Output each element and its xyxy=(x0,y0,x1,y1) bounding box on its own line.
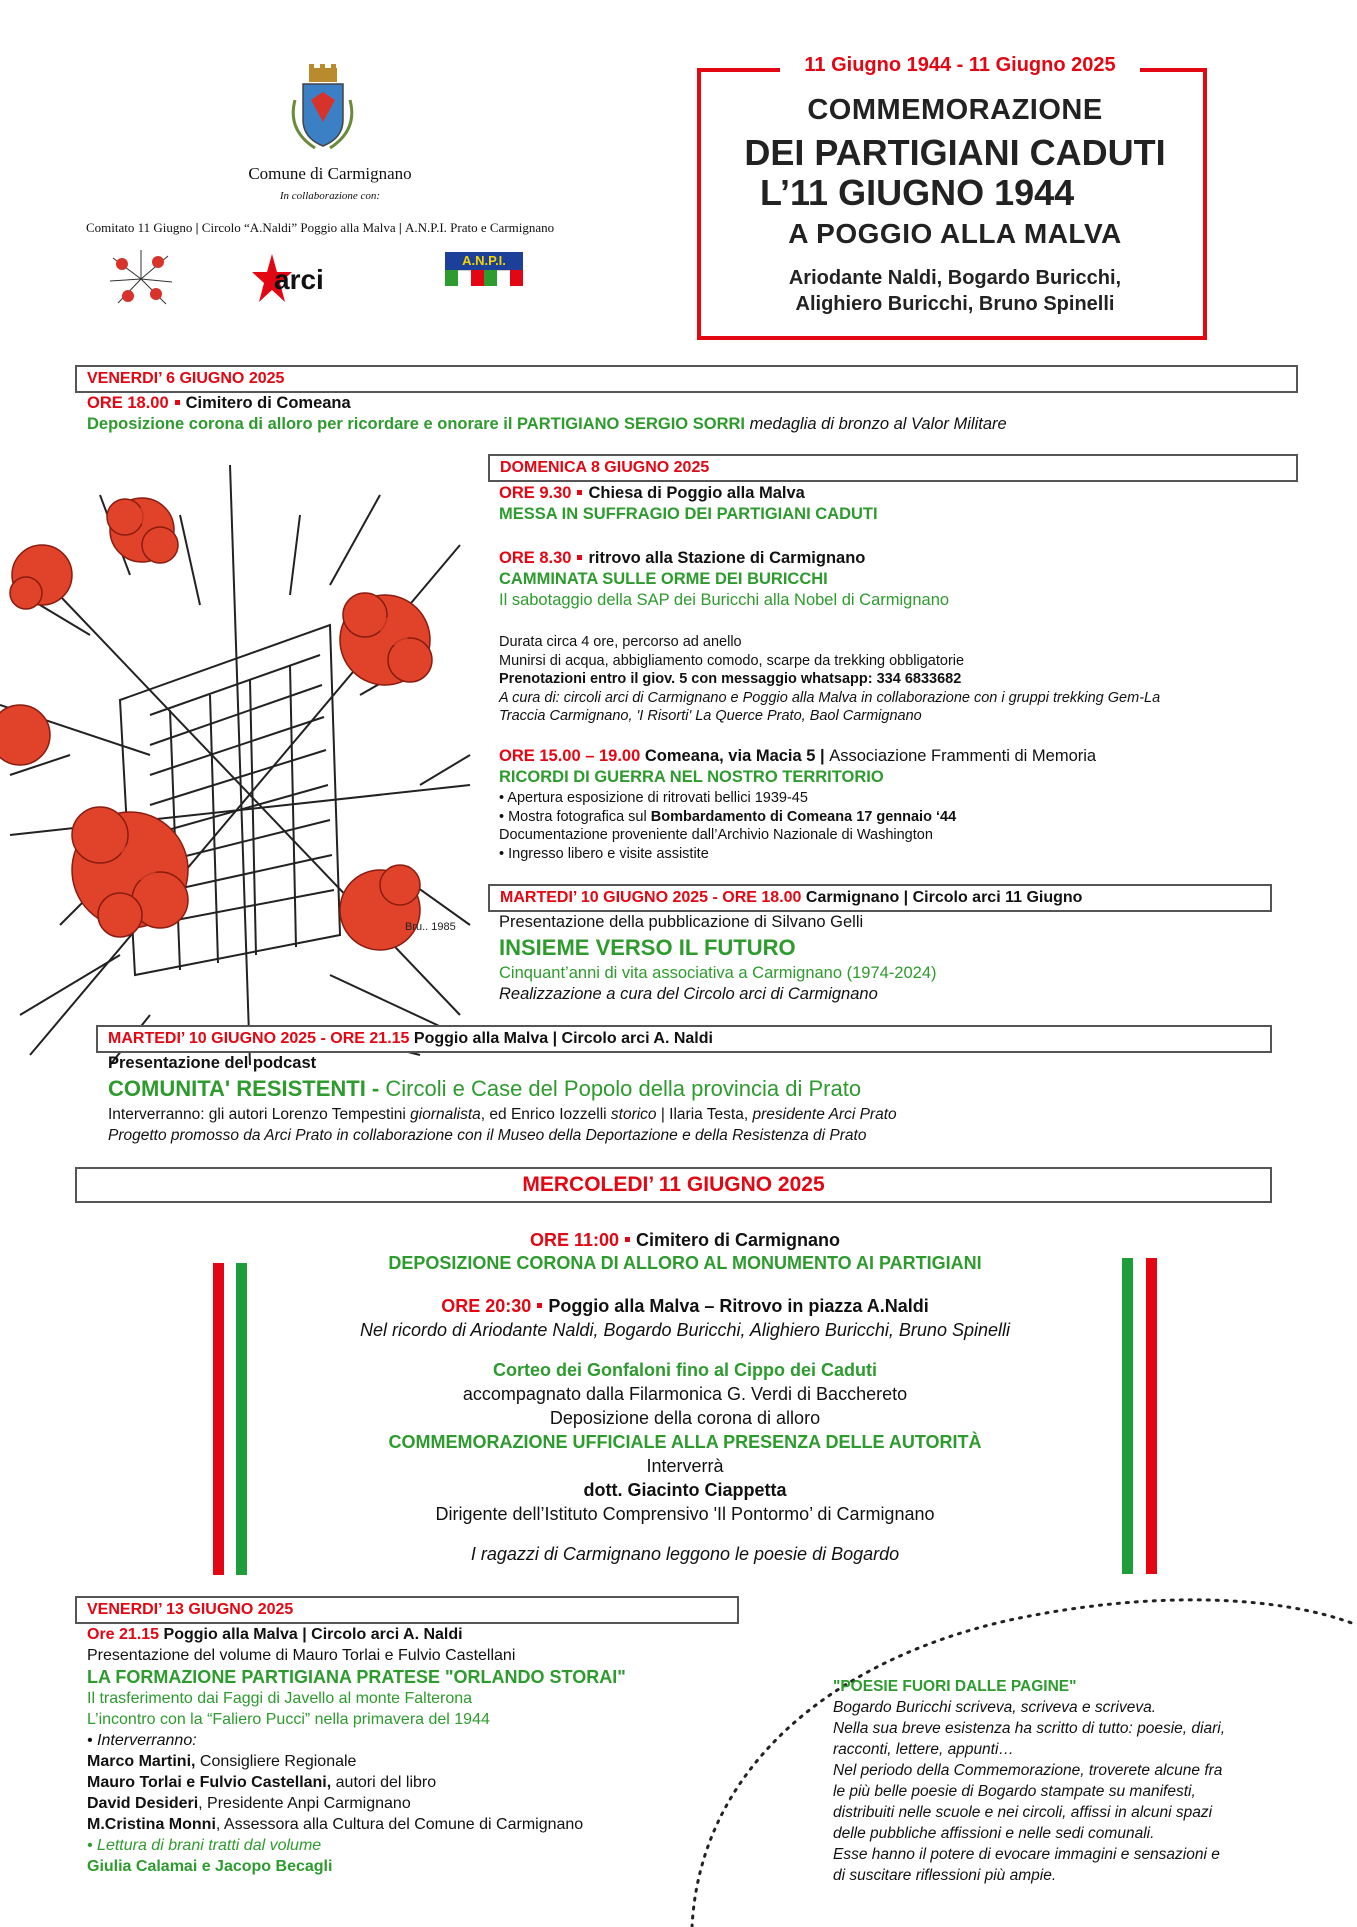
event-time: ORE 11:00 xyxy=(529,1230,620,1250)
readers-names: Giulia Calamai e Jacopo Becagli xyxy=(87,1858,333,1875)
detail-line: Durata circa 4 ore, percorso ad anello xyxy=(499,634,742,650)
speakers-text: Interverranno: gli autori Lorenzo Tempestini xyxy=(108,1106,411,1123)
event-organizer: Associazione Frammenti di Memoria xyxy=(829,747,1097,765)
event-subtitle: Il sabotaggio della SAP dei Buricchi alla Nobel di Carmignano xyxy=(499,591,950,609)
event-date-time: MARTEDI’ 10 GIUGNO 2025 - ORE 21.15 xyxy=(108,1030,410,1047)
event-time: ORE 20:30 xyxy=(441,1296,532,1316)
event-subtitle: Il trasferimento dai Faggi di Javello al monte Falterona xyxy=(87,1690,473,1707)
anpi-logo-text: A.N.P.I. xyxy=(445,252,523,270)
event-5a-time-place xyxy=(250,1228,1120,1252)
event-3-body xyxy=(499,912,1299,1005)
event-day-header: VENERDI’ 6 GIUGNO 2025 xyxy=(75,365,1298,393)
speaker-role: giornalista xyxy=(410,1106,481,1123)
poesie-line: Esse hanno il potere di evocare immagini e sensazioni e xyxy=(833,1846,1220,1863)
poesie-line: distribuiti nelle scuole e nei circoli, affissi in alcuni spazi xyxy=(833,1804,1213,1821)
event-2c: ORE 15.00 – 19.00 Comeana, via Macia 5 | Associazione Frammenti di Memoria RICORDI DI GUERRA NEL NOSTRO TERRITORIO xyxy=(499,746,1299,788)
comune-name: Comune di Carmignano xyxy=(248,164,412,183)
fallen-names-line-1: Ariodante Naldi, Bogardo Buricchi, xyxy=(788,267,1122,289)
event-title: Corteo dei Gonfaloni fino al Cippo dei Caduti xyxy=(493,1360,877,1380)
speakers-text: | Ilaria Testa, xyxy=(656,1106,753,1123)
title-line-1: COMMEMORAZIONE xyxy=(807,94,1103,126)
event-place: Cimitero di Comeana xyxy=(185,394,351,412)
event-place: Poggio alla Malva – Ritrovo in piazza A.Naldi xyxy=(548,1296,929,1316)
detail-line: Deposizione della corona di alloro xyxy=(549,1408,821,1428)
anpi-flag-stripes xyxy=(445,270,523,286)
event-5-body xyxy=(250,1228,1120,1566)
speaker-role: , Assessora alla Cultura del Comune di Carmignano xyxy=(215,1816,584,1833)
carnation-explosion-artwork xyxy=(0,455,490,1075)
event-desc: Deposizione corona di alloro per ricordare e onorare il PARTIGIANO SERGIO SORRI xyxy=(87,415,745,433)
speakers-line xyxy=(108,1104,1288,1125)
speakers-text: , ed Enrico Iozzelli xyxy=(480,1106,611,1123)
speaker-role: presidente Arci Prato xyxy=(752,1106,897,1123)
detail-line: Documentazione proveniente dall’Archivio Nazionale di Washington xyxy=(499,827,933,843)
speaker-name: David Desideri xyxy=(87,1795,199,1812)
event-date-time: MARTEDI’ 10 GIUGNO 2025 - ORE 18.00 xyxy=(500,889,802,906)
event-title: INSIEME VERSO IL FUTURO xyxy=(499,935,796,960)
event-place: ritrovo alla Stazione di Carmignano xyxy=(588,549,866,567)
event-day-header: VENERDI’ 13 GIUGNO 2025 xyxy=(75,1596,739,1624)
speaker-name: Marco Martini, xyxy=(87,1753,196,1770)
bullet-icon xyxy=(175,400,180,405)
event-title: COMUNITA' RESISTENTI - xyxy=(108,1076,380,1101)
speaker-role: Dirigente dell’Istituto Comprensivo 'Il Pontormo’ di Carmignano xyxy=(435,1504,935,1524)
title-line-3: L’11 GIUGNO 1944 xyxy=(760,172,1075,213)
bullet-icon xyxy=(625,1237,630,1242)
comune-crest-logo xyxy=(285,60,360,160)
bullet-icon xyxy=(577,555,582,560)
detail-line: Interverrà xyxy=(646,1456,724,1476)
poesie-line: Nella sua breve esistenza ha scritto di tutto: poesie, diari, xyxy=(833,1720,1226,1737)
event-title: LA FORMAZIONE PARTIGIANA PRATESE "ORLANDO STORAI" xyxy=(87,1667,626,1687)
bullet-icon xyxy=(537,1303,542,1308)
partner-2: Circolo “A.Naldi” Poggio alla Malva xyxy=(201,220,396,235)
speaker-role: storico xyxy=(610,1106,657,1123)
event-2a xyxy=(499,483,1299,525)
event-place: Chiesa di Poggio alla Malva xyxy=(588,484,805,502)
poesie-box xyxy=(833,1676,1313,1886)
title-line-4: A POGGIO ALLA MALVA xyxy=(788,218,1122,249)
event-subtitle: Cinquant’anni di vita associativa a Carmignano (1974-2024) xyxy=(499,964,937,982)
event-day-header xyxy=(96,1025,1272,1053)
event-title: CAMMINATA SULLE ORME DEI BURICCHI xyxy=(499,570,828,588)
event-day-header: DOMENICA 8 GIUGNO 2025 xyxy=(488,454,1298,482)
event-title: COMMEMORAZIONE UFFICIALE ALLA PRESENZA DELLE AUTORITÀ xyxy=(388,1432,982,1452)
poesie-line: Bogardo Buricchi scriveva, scriveva e scriveva. xyxy=(833,1699,1157,1716)
event-place: Cimitero di Carmignano xyxy=(636,1230,841,1250)
detail-line: • Apertura esposizione di ritrovati bellici 1939-45 xyxy=(499,790,808,806)
event-title-line xyxy=(108,1074,1288,1104)
event-day-header xyxy=(488,884,1272,912)
bullet-icon xyxy=(577,490,582,495)
event-desc-tail: medaglia di bronzo al Valor Militare xyxy=(749,415,1007,433)
arci-logo xyxy=(252,252,342,312)
poesie-line: delle pubbliche affissioni e nelle sedi comunali. xyxy=(833,1825,1155,1842)
event-intro: Presentazione del volume di Mauro Torlai e Fulvio Castellani xyxy=(87,1647,516,1664)
fallen-names xyxy=(700,265,1210,317)
event-title: RICORDI DI GUERRA NEL NOSTRO TERRITORIO xyxy=(499,768,884,786)
main-day-header: MERCOLEDI’ 11 GIUGNO 2025 xyxy=(75,1167,1272,1203)
event-2c-details xyxy=(499,789,1299,863)
speaker-role: autori del libro xyxy=(331,1774,437,1791)
event-title: DEPOSIZIONE CORONA DI ALLORO AL MONUMENTO AI PARTIGIANI xyxy=(388,1253,982,1273)
flag-stripe-red-left xyxy=(213,1263,224,1575)
partners-line: Comitato 11 Giugno | Circolo “A.Naldi” Poggio alla Malva | A.N.P.I. Prato e Carmignano xyxy=(86,220,555,235)
reading-heading: • Lettura di brani tratti dal volume xyxy=(87,1837,322,1854)
organizers-line: Traccia Carmignano, 'I Risorti' La Querce Prato, Baol Carmignano xyxy=(499,708,922,724)
flag-stripe-green-left xyxy=(236,1263,247,1575)
event-place: Poggio alla Malva | Circolo arci A. Naldi xyxy=(413,1030,713,1047)
detail-line: • Ingresso libero e visite assistite xyxy=(499,845,709,862)
event-4-body xyxy=(108,1053,1288,1146)
organizers-line: A cura di: circoli arci di Carmignano e Poggio alla Malva in collaborazione con i gruppi trekking Gem-La xyxy=(499,689,1161,706)
speaker-name: Mauro Torlai e Fulvio Castellani, xyxy=(87,1774,332,1791)
event-place: Carmignano | Circolo arci 11 Giugno xyxy=(805,889,1083,906)
collab-label: In collaborazione con: xyxy=(279,190,381,202)
event-time: ORE 9.30 xyxy=(499,484,572,502)
detail-line: I ragazzi di Carmignano leggono le poesie di Bogardo xyxy=(470,1544,900,1564)
event-5b-time-place xyxy=(250,1294,1120,1318)
anpi-logo xyxy=(445,252,523,288)
anniversary-dates: 11 Giugno 1944 - 11 Giugno 2025 xyxy=(780,54,1140,77)
poesie-line: le più belle poesie di Bogardo stampate su manifesti, xyxy=(833,1783,1196,1800)
artwork-signature: Bru.. 1985 xyxy=(405,921,456,933)
event-2b-details xyxy=(499,633,1299,726)
speakers-heading: • Interverranno: xyxy=(87,1732,197,1749)
flag-stripe-red-right xyxy=(1146,1258,1157,1574)
poesie-title: "POESIE FUORI DALLE PAGINE" xyxy=(833,1678,1077,1695)
event-intro: Presentazione della pubblicazione di Silvano Gelli xyxy=(499,913,864,931)
event-time: ORE 15.00 – 19.00 xyxy=(499,747,641,765)
event-time: ORE 18.00 xyxy=(87,394,169,412)
detail-line: Munirsi di acqua, abbigliamento comodo, scarpe da trekking obbligatorie xyxy=(499,652,965,669)
flag-stripe-green-right xyxy=(1122,1258,1133,1574)
detail-highlight: Bombardamento di Comeana 17 gennaio ‘44 xyxy=(650,808,957,825)
speaker-name: dott. Giacinto Ciappetta xyxy=(583,1480,787,1500)
title-line-2: DEI PARTIGIANI CADUTI xyxy=(744,132,1166,173)
detail-line: accompagnato dalla Filarmonica G. Verdi di Bacchereto xyxy=(462,1384,908,1404)
speaker-role: , Presidente Anpi Carmignano xyxy=(198,1795,411,1812)
poesie-line: racconti, lettere, appunti… xyxy=(833,1741,1014,1758)
project-note: Progetto promosso da Arci Prato in collaborazione con il Museo della Deportazione e della Resistenza di Prato xyxy=(108,1127,867,1144)
partner-3: A.N.P.I. Prato e Carmignano xyxy=(405,220,555,235)
poesie-line: Nel periodo della Commemorazione, troverete alcune fra xyxy=(833,1762,1223,1779)
event-place: Poggio alla Malva | Circolo arci A. Naldi xyxy=(163,1626,463,1643)
comitato-logo xyxy=(108,248,174,310)
event-2b xyxy=(499,548,1299,611)
event-1-desc xyxy=(87,414,1307,435)
event-subtitle: Circoli e Case del Popolo della provincia di Prato xyxy=(385,1076,862,1101)
fallen-names-line-2: Alighiero Buricchi, Bruno Spinelli xyxy=(795,293,1115,315)
poesie-line: di suscitare riflessioni più ampie. xyxy=(833,1867,1057,1884)
booking-line: Prenotazioni entro il giov. 5 con messaggio whatsapp: 334 6833682 xyxy=(499,671,962,687)
partner-1: Comitato 11 Giugno xyxy=(86,220,193,235)
detail-line: • Mostra fotografica sul xyxy=(499,808,651,825)
event-1-time-place xyxy=(87,393,1287,414)
event-note: Realizzazione a cura del Circolo arci di Carmignano xyxy=(499,985,878,1003)
speaker-name: M.Cristina Monni xyxy=(87,1816,216,1833)
event-time: Ore 21.15 xyxy=(87,1626,160,1643)
arci-logo-text: arci xyxy=(274,264,324,295)
event-subtitle: Nel ricordo di Ariodante Naldi, Bogardo Buricchi, Alighiero Buricchi, Bruno Spinelli xyxy=(360,1320,1010,1340)
event-time: ORE 8.30 xyxy=(499,549,572,567)
event-place: Comeana, via Macia 5 xyxy=(644,747,816,765)
event-subtitle: L’incontro con la “Faliero Pucci” nella primavera del 1944 xyxy=(87,1711,490,1728)
speaker-role: Consigliere Regionale xyxy=(195,1753,357,1770)
event-title: MESSA IN SUFFRAGIO DEI PARTIGIANI CADUTI xyxy=(499,505,878,523)
event-intro: Presentazione del podcast xyxy=(108,1054,317,1072)
